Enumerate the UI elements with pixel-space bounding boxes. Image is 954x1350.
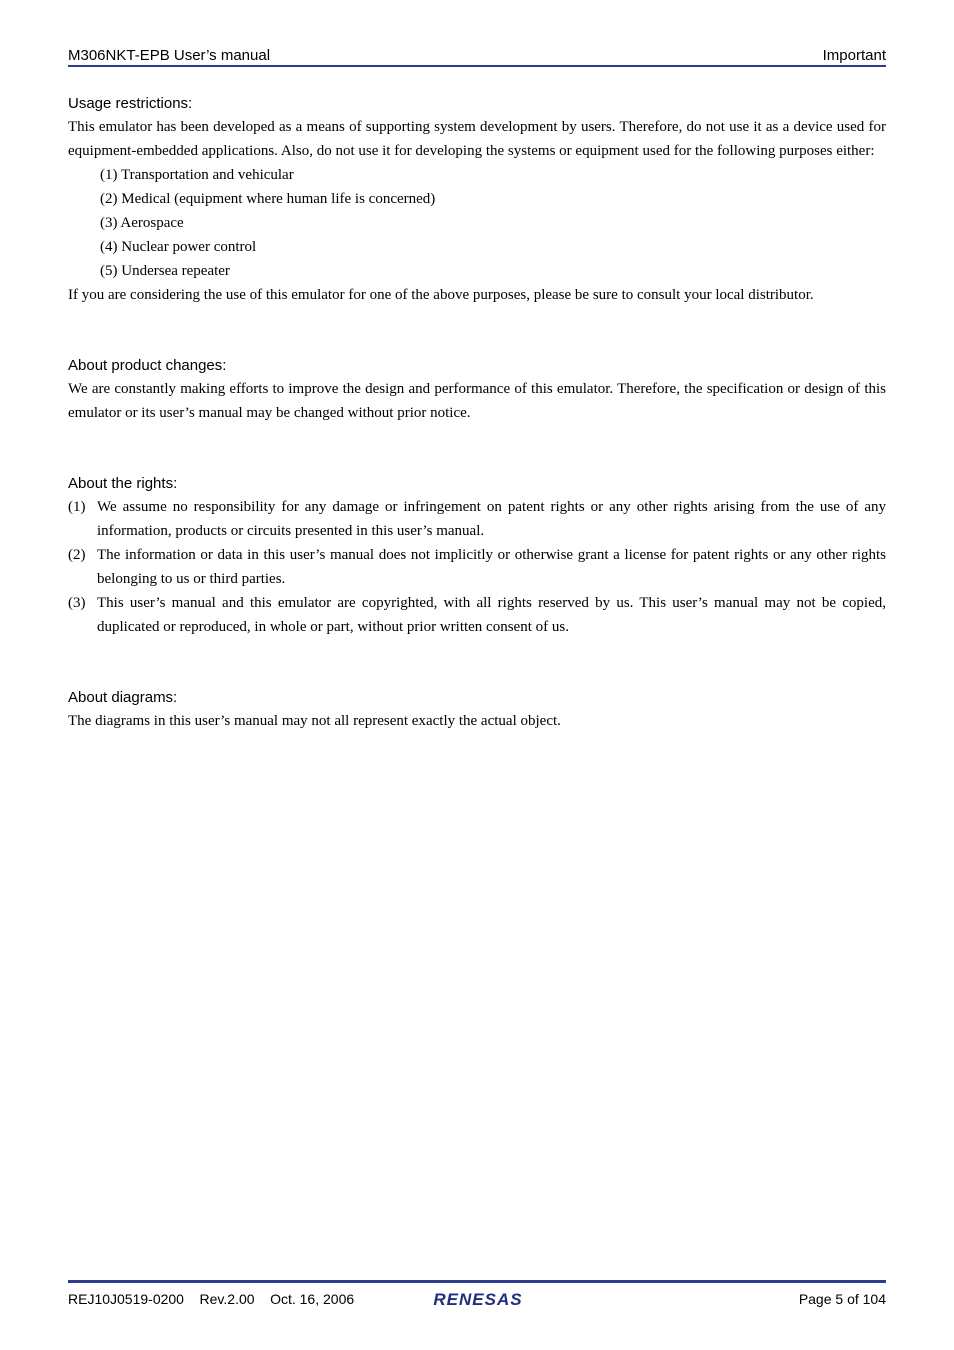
item-text: This user’s manual and this emulator are copyrighted, with all rights reserved by us. This user’s manual may not be copied, duplicated or reproduced, in whole or part, without prior written consent of us. xyxy=(97,595,886,635)
document-id: REJ10J0519-0200 Rev.2.00 Oct. 16, 2006 xyxy=(68,1291,355,1307)
logo-text: RENESAS xyxy=(433,1290,523,1309)
usage-restrictions-section xyxy=(68,93,886,307)
list-item: (4) Nuclear power control xyxy=(100,239,257,255)
manual-title: M306NKT-EPB User’s manual xyxy=(68,47,271,64)
list-item: (2) Medical (equipment where human life is concerned) xyxy=(100,191,436,207)
renesas-logo-icon xyxy=(422,1289,534,1309)
section-title: Important xyxy=(822,47,886,64)
product-changes-section xyxy=(68,355,886,425)
list-item xyxy=(68,591,886,639)
item-number: (3) xyxy=(68,595,86,611)
rights-section xyxy=(68,473,886,639)
diagrams-section xyxy=(68,687,886,733)
item-number: (2) xyxy=(68,547,86,563)
item-text: The information or data in this user’s manual does not implicitly or otherwise grant a license for patent rights or any other rights belonging to us or third parties. xyxy=(97,547,886,587)
footer-rule xyxy=(68,1280,886,1283)
item-number: (1) xyxy=(68,499,86,515)
product-changes-heading: About product changes: xyxy=(68,357,227,374)
list-item xyxy=(68,495,886,543)
usage-restrictions-heading: Usage restrictions: xyxy=(68,95,193,112)
rights-heading: About the rights: xyxy=(68,475,178,492)
page-number: Page 5 of 104 xyxy=(798,1291,886,1307)
item-text: We assume no responsibility for any damage or infringement on patent rights or any other rights arising from the use of any information, products or circuits presented in this user’s manual. xyxy=(97,499,886,539)
purpose-list xyxy=(68,163,886,283)
usage-restrictions-intro: This emulator has been developed as a means of supporting system development by users. Therefore, do not use it as a device used for equipment-embedded applications. Also, do not use it for developing the systems or equipment used for the following purposes either: xyxy=(68,119,886,159)
product-changes-text: We are constantly making efforts to improve the design and performance of this emulator. Therefore, the specification or design of this emulator or its user’s manual may be changed without prior notice. xyxy=(68,381,886,421)
list-item: (5) Undersea repeater xyxy=(100,263,230,279)
list-item: (3) Aerospace xyxy=(100,215,184,231)
usage-restrictions-closing: If you are considering the use of this emulator for one of the above purposes, please be sure to consult your local distributor. xyxy=(68,287,814,303)
diagrams-heading: About diagrams: xyxy=(68,689,178,706)
rights-list xyxy=(68,495,886,639)
page-footer xyxy=(68,1290,886,1310)
list-item xyxy=(68,543,886,591)
page-header xyxy=(68,47,886,67)
diagrams-text: The diagrams in this user’s manual may not all represent exactly the actual object. xyxy=(68,713,561,729)
page-content xyxy=(68,93,886,733)
list-item: (1) Transportation and vehicular xyxy=(100,167,294,183)
